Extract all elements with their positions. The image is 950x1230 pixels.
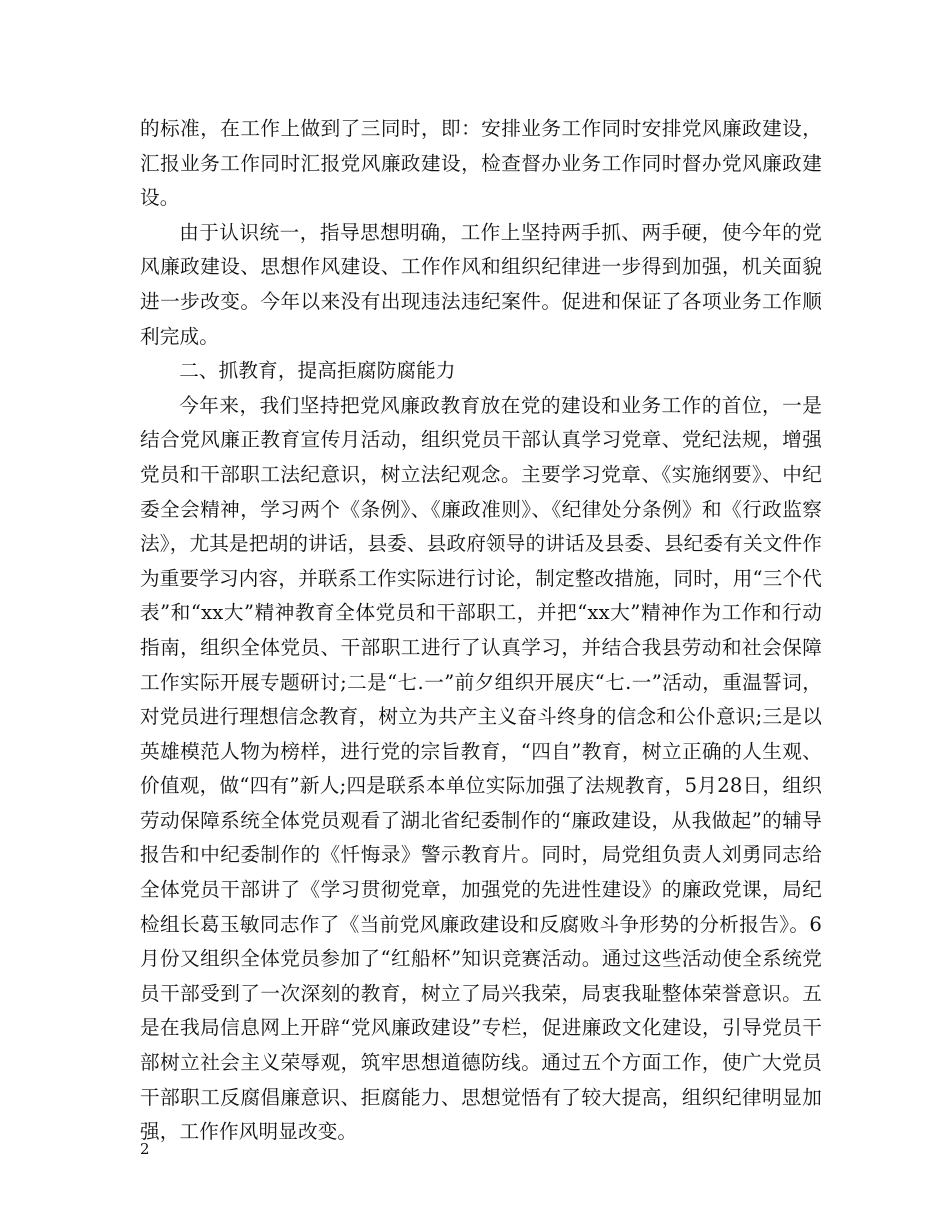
section-heading-education: 二、抓教育，提高拒腐防腐能力 — [179, 359, 456, 383]
paragraph-unity-results: 由于认识统一，指导思想明确，工作上坚持两手抓、两手硬，使今年的党风廉政建设、思想作风建设、工作作风和组织纪律进一步得到加强，机关面貌进一步改变。今年以来没有出现违法违纪案件。促进和保证了各项业务工作顺利完成。 — [140, 220, 822, 348]
paragraph-continuation: 的标准，在工作上做到了三同时，即：安排业务工作同时安排党风廉政建设，汇报业务工作同时汇报党风廉政建设，检查督办业务工作同时督办党风廉政建设。 — [140, 117, 822, 210]
page-number: 2 — [140, 1140, 150, 1158]
paragraph-education-details: 今年来，我们坚持把党风廉政教育放在党的建设和业务工作的首位，一是结合党风廉正教育宣传月活动，组织党员干部认真学习党章、党纪法规，增强党员和干部职工法纪意识，树立法纪观念。主要学习党章、《实施纲要》、中纪委全会精神，学习两个《条例》、《廉政准则》、《纪律处分条例》和《行政监察法》，尤其是把胡的讲话，县委、县政府领导的讲话及县委、县纪委有关文件作为重要学习内容，并联系工作实际进行讨论，制定整改措施，同时，用“三个代表”和“xx大”精神教育全体党员和干部职工，并把“xx大”精神作为工作和行动指南，组织全体党员、干部职工进行了认真学习，并结合我县劳动和社会保障工作实际开展专题研讨;二是“七.一”前夕组织开展庆“七.一”活动，重温誓词，对党员进行理想信念教育，树立为共产主义奋斗终身的信念和公仆意识;三是以英雄模范人物为榜样，进行党的宗旨教育，“四自”教育，树立正确的人生观、价值观，做“四有”新人;四是联系本单位实际加强了法规教育，5月28日，组织劳动保障系统全体党员观看了湖北省纪委制作的“廉政建设，从我做起”的辅导报告和中纪委制作的《忏悔录》警示教育片。同时，局党组负责人刘勇同志给全体党员干部讲了《学习贯彻党章，加强党的先进性建设》的廉政党课，局纪检组长葛玉敏同志作了《当前党风廉政建设和反腐败斗争形势的分析报告》。6月份又组织全体党员参加了“红船杯”知识竞赛活动。通过这些活动使全系统党员干部受到了一次深刻的教育，树立了局兴我荣，局衷我耻整体荣誉意识。五是在我局信息网上开辟“党风廉政建设”专栏，促进廉政文化建设，引导党员干部树立社会主义荣辱观，筑牢思想道德防线。通过五个方面工作，使广大党员干部职工反腐倡廉意识、拒腐能力、思想觉悟有了较大提高，组织纪律明显加强，工作作风明显改变。 — [140, 393, 822, 1144]
document-body — [140, 112, 822, 1150]
